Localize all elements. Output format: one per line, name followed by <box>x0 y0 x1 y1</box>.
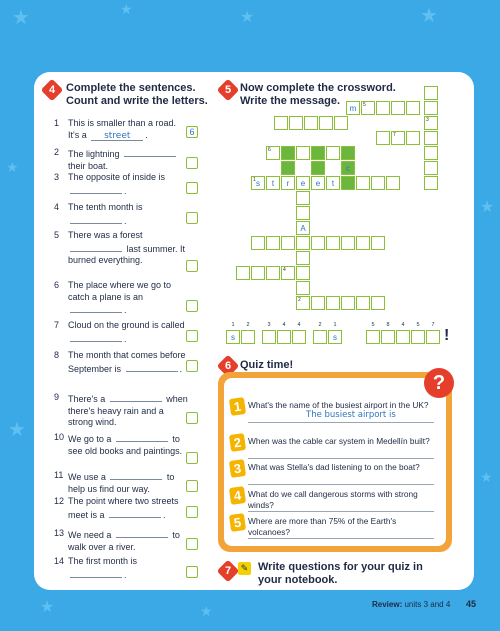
item-text: The tenth month is . <box>68 202 143 226</box>
crossword-cell[interactable] <box>281 146 295 160</box>
star-decoration: ★ <box>200 603 213 619</box>
crossword-cell[interactable] <box>281 161 295 175</box>
quiz-answer-line[interactable] <box>248 511 434 512</box>
star-decoration: ★ <box>480 469 493 485</box>
answer-blank[interactable] <box>126 362 178 372</box>
letter-count-box[interactable] <box>186 182 198 194</box>
quiz-answer-line[interactable] <box>248 458 434 459</box>
page-number: 45 <box>466 599 477 609</box>
item-number: 7 <box>54 320 60 330</box>
exercise-7-title: Write questions for your quiz in your notebook. <box>258 561 423 586</box>
item-number: 2 <box>54 147 60 157</box>
item-number: 11 <box>54 470 64 480</box>
exercise-6-badge: 6 <box>217 355 240 378</box>
star-decoration: ★ <box>40 599 55 616</box>
question-mark-icon: ? <box>424 368 454 398</box>
letter-count-box[interactable]: 6 <box>186 126 198 138</box>
message-number: 2 <box>318 322 322 328</box>
message-cell[interactable] <box>277 330 291 344</box>
star-decoration: ★ <box>8 419 26 441</box>
message-cell[interactable] <box>241 330 255 344</box>
crossword-cell[interactable] <box>424 101 438 115</box>
letter-count-box[interactable] <box>186 566 198 578</box>
quiz-answer-line[interactable] <box>248 538 434 539</box>
quiz-question-number: 4 <box>229 486 246 505</box>
crossword-cell[interactable] <box>296 266 310 280</box>
message-number: 5 <box>371 322 375 328</box>
pencil-icon: ✎ <box>238 562 251 575</box>
item-number: 12 <box>54 496 65 506</box>
answer-blank[interactable] <box>124 147 176 157</box>
crossword-cell[interactable] <box>334 116 348 130</box>
crossword-cell[interactable] <box>296 206 310 220</box>
message-cell[interactable] <box>426 330 440 344</box>
crossword-cell[interactable] <box>289 116 303 130</box>
crossword-cell[interactable] <box>424 131 438 145</box>
crossword-cell[interactable] <box>371 236 385 250</box>
item-text: The first month is . <box>68 556 138 580</box>
letter-count-box[interactable] <box>186 538 198 550</box>
footer-units: units 3 and 4 <box>404 600 451 609</box>
letter-count-box[interactable] <box>186 360 198 372</box>
letter-count-box[interactable] <box>186 212 198 224</box>
crossword-cell[interactable] <box>356 236 370 250</box>
answer-blank[interactable] <box>70 568 122 578</box>
crossword-cell[interactable] <box>296 296 310 310</box>
crossword-cell[interactable] <box>311 146 325 160</box>
exercise-6-title: Quiz time! <box>240 359 294 371</box>
answer-blank[interactable] <box>70 214 122 224</box>
crossword-cell[interactable] <box>361 101 375 115</box>
item-number: 9 <box>54 392 60 402</box>
item-text: There was a forest last summer. It burned everything. <box>68 230 186 265</box>
star-decoration: ★ <box>120 1 133 17</box>
crossword-cell[interactable] <box>266 236 280 250</box>
message-number: 4 <box>282 322 286 328</box>
message-number: 1 <box>231 322 235 328</box>
answer-blank[interactable] <box>116 528 168 538</box>
crossword-cell[interactable]: t <box>326 176 340 190</box>
item-text: The month that comes before September is . <box>68 350 186 374</box>
crossword-cell[interactable] <box>406 101 420 115</box>
quiz-answer-line[interactable] <box>248 484 434 485</box>
crossword-cell[interactable] <box>296 146 310 160</box>
answer-blank[interactable]: street <box>91 131 143 141</box>
clue-number: 5 <box>363 102 366 108</box>
message-number: 8 <box>386 322 390 328</box>
item-number: 10 <box>54 432 65 442</box>
letter-count-box[interactable] <box>186 452 198 464</box>
item-text: The place where we go to catch a plane is an . <box>68 280 172 315</box>
clue-number: 6 <box>268 147 271 153</box>
clue-number: 4 <box>283 267 286 273</box>
crossword-cell[interactable] <box>424 116 438 130</box>
item-number: 4 <box>54 202 60 212</box>
star-decoration: ★ <box>480 199 495 216</box>
crossword-cell[interactable] <box>311 236 325 250</box>
exercise-5-title: Now complete the crossword. Write the message. <box>240 82 396 107</box>
letter-count-box[interactable] <box>186 480 198 492</box>
exercise-7-badge: 7 <box>217 560 240 583</box>
answer-blank[interactable] <box>70 242 122 252</box>
answer-blank[interactable] <box>109 508 161 518</box>
crossword-cell[interactable] <box>281 236 295 250</box>
crossword-cell[interactable] <box>319 116 333 130</box>
crossword-cell[interactable] <box>326 236 340 250</box>
crossword-cell[interactable] <box>304 116 318 130</box>
crossword-cell[interactable] <box>296 191 310 205</box>
letter-count-box[interactable] <box>186 412 198 424</box>
crossword-cell[interactable] <box>424 161 438 175</box>
item-number: 6 <box>54 280 60 290</box>
answer-blank[interactable] <box>70 332 122 342</box>
crossword-cell[interactable] <box>296 251 310 265</box>
crossword-cell[interactable] <box>424 86 438 100</box>
crossword-cell[interactable] <box>326 146 340 160</box>
crossword-cell[interactable] <box>371 296 385 310</box>
message-cell[interactable]: s <box>226 330 240 344</box>
crossword-cell[interactable] <box>236 266 250 280</box>
quiz-question-text: Where are more than 75% of the Earth's volcanoes? <box>248 516 397 537</box>
message-cell[interactable]: s <box>328 330 342 344</box>
crossword-cell[interactable] <box>266 266 280 280</box>
crossword-cell[interactable] <box>251 266 265 280</box>
clue-number: 2 <box>298 297 301 303</box>
message-number: 2 <box>246 322 250 328</box>
message-number: 4 <box>401 322 405 328</box>
quiz-panel <box>218 372 452 552</box>
crossword-cell[interactable] <box>341 296 355 310</box>
item-text: This is smaller than a road. It's a street . <box>68 118 177 141</box>
quiz-question-text: What's the name of the busiest airport in the UK? <box>248 400 429 410</box>
crossword-cell[interactable] <box>326 296 340 310</box>
answer-blank[interactable] <box>110 392 162 402</box>
item-text: There's a when there's heavy rain and a strong wind. <box>68 394 188 427</box>
letter-count-box[interactable] <box>186 260 198 272</box>
item-number: 5 <box>54 230 60 240</box>
crossword-cell[interactable] <box>424 146 438 160</box>
crossword-cell[interactable] <box>296 281 310 295</box>
item-text: The lightning their boat. <box>68 147 188 172</box>
crossword-cell[interactable] <box>251 236 265 250</box>
crossword-cell[interactable] <box>356 176 370 190</box>
quiz-question-text: When was the cable car system in Medellín built? <box>248 436 430 446</box>
answer-blank[interactable] <box>70 184 122 194</box>
message-cell[interactable] <box>313 330 327 344</box>
star-decoration: ★ <box>12 7 30 29</box>
message-cell[interactable] <box>292 330 306 344</box>
quiz-question-text: What was Stella's dad listening to on the boat? <box>248 462 420 472</box>
exercise-5-badge: 5 <box>217 79 240 102</box>
item-number: 1 <box>54 118 60 128</box>
crossword-cell[interactable] <box>281 266 295 280</box>
message-cell[interactable] <box>366 330 380 344</box>
item-number: 8 <box>54 350 60 360</box>
answer-blank[interactable] <box>70 303 122 313</box>
quiz-question-number: 3 <box>229 459 246 478</box>
crossword-cell[interactable]: c <box>341 161 355 175</box>
crossword-cell[interactable] <box>376 101 390 115</box>
item-number: 3 <box>54 172 60 182</box>
letter-count-box[interactable] <box>186 506 198 518</box>
message-number: 3 <box>267 322 271 328</box>
message-number: 7 <box>431 322 435 328</box>
crossword-cell[interactable] <box>341 236 355 250</box>
crossword-cell[interactable]: m <box>346 101 360 115</box>
item-text: The opposite of inside is . <box>68 172 166 196</box>
item-text: The point where two streets meet is a . <box>68 496 179 520</box>
crossword-cell[interactable]: e <box>296 176 310 190</box>
message-number: 4 <box>297 322 301 328</box>
item-text: We need a to walk over a river. <box>68 530 180 552</box>
footer-review-label: Review: <box>372 600 403 609</box>
answer-blank[interactable] <box>110 470 162 480</box>
crossword-cell[interactable]: s 1 <box>251 176 265 190</box>
crossword-cell[interactable] <box>296 236 310 250</box>
quiz-answer-line[interactable] <box>248 422 434 423</box>
crossword-cell[interactable] <box>274 116 288 130</box>
quiz-question-number: 5 <box>229 513 246 532</box>
letter-count-box[interactable] <box>186 157 198 169</box>
crossword-cell[interactable] <box>371 176 385 190</box>
item-text: We use a to help us find our way. <box>68 472 175 494</box>
letter-count-box[interactable] <box>186 330 198 342</box>
message-cell[interactable] <box>396 330 410 344</box>
crossword-cell[interactable] <box>341 176 355 190</box>
message-number: 5 <box>416 322 420 328</box>
message-number: 1 <box>333 322 337 328</box>
message-exclamation: ! <box>444 327 450 344</box>
clue-number: 1 <box>253 177 256 183</box>
crossword-cell[interactable]: A <box>296 221 310 235</box>
quiz-panel-inner <box>224 378 446 546</box>
answer-blank[interactable] <box>116 432 168 442</box>
crossword-cell[interactable] <box>311 161 325 175</box>
crossword-cell[interactable] <box>311 296 325 310</box>
quiz-question-number: 2 <box>229 433 246 452</box>
letter-count-box[interactable] <box>186 300 198 312</box>
item-text: We go to a to see old books and paintings. <box>68 434 183 456</box>
quiz-answer-text: The busiest airport is <box>306 410 396 420</box>
star-decoration: ★ <box>240 9 255 26</box>
crossword-cell[interactable] <box>406 131 420 145</box>
crossword-cell[interactable] <box>266 146 280 160</box>
footer-review <box>372 600 450 609</box>
crossword-cell[interactable] <box>424 176 438 190</box>
quiz-question-number: 1 <box>229 397 246 416</box>
message-cell[interactable] <box>381 330 395 344</box>
crossword-cell[interactable] <box>341 146 355 160</box>
item-number: 13 <box>54 528 65 538</box>
clue-number: 7 <box>393 132 396 138</box>
star-decoration: ★ <box>420 5 438 27</box>
quiz-question-text: What do we call dangerous storms with strong winds? <box>248 489 418 510</box>
crossword-cell[interactable]: e <box>311 176 325 190</box>
exercise-4-badge: 4 <box>41 79 64 102</box>
star-decoration: ★ <box>6 159 19 175</box>
item-number: 14 <box>54 556 65 566</box>
crossword-cell[interactable] <box>391 101 405 115</box>
crossword-cell[interactable] <box>391 131 405 145</box>
message-cell[interactable] <box>262 330 276 344</box>
crossword-cell[interactable] <box>376 131 390 145</box>
item-text: Cloud on the ground is called . <box>68 320 185 344</box>
exercise-4-title: Complete the sentences. Count and write the letters. <box>66 82 208 107</box>
crossword-cell[interactable] <box>356 296 370 310</box>
clue-number: 3 <box>426 117 429 123</box>
crossword-cell[interactable] <box>386 176 400 190</box>
crossword-cell[interactable]: t <box>266 176 280 190</box>
message-cell[interactable] <box>411 330 425 344</box>
crossword-cell[interactable]: r <box>281 176 295 190</box>
